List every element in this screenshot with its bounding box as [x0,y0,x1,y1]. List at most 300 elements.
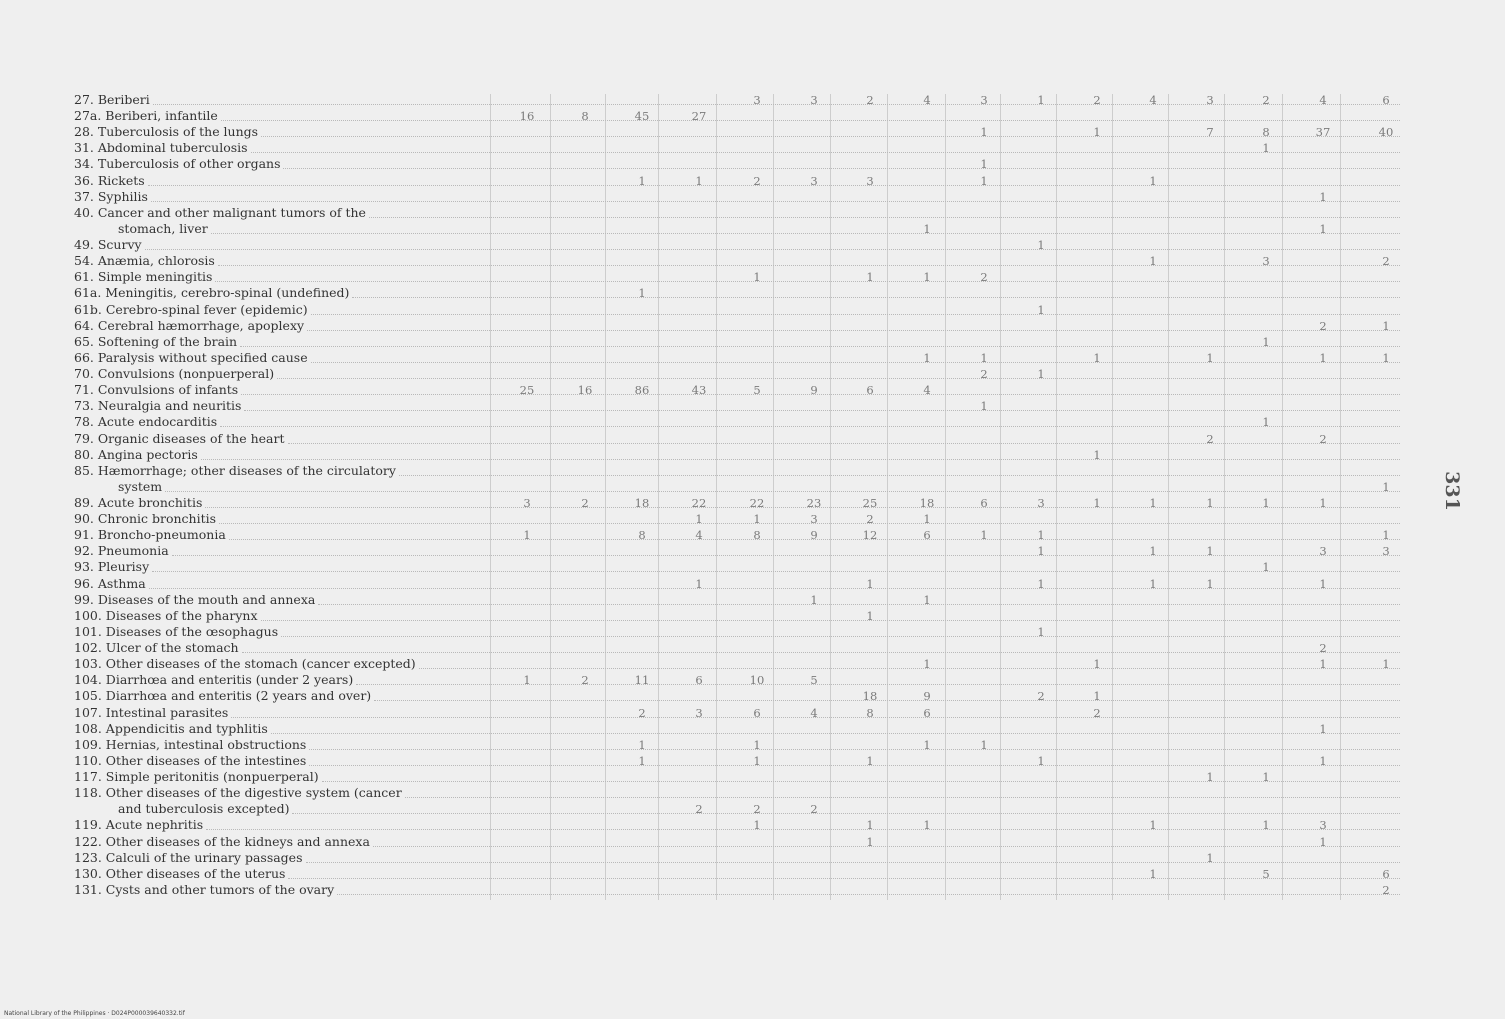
table-cell: 1 [1262,770,1270,785]
table-cell [679,189,719,205]
table-cell [507,366,547,382]
page-number: 331 [1440,471,1463,511]
table-row [0,785,1505,801]
table-cell [1246,801,1286,817]
table-cell [1303,608,1343,624]
table-cell [737,124,777,140]
table-cell [507,205,547,221]
table-cell [1133,479,1173,495]
table-cell: 9 [923,689,931,704]
table-cell [565,140,605,156]
table-cell [622,189,662,205]
table-cell [1190,705,1230,721]
table-row [0,737,1505,753]
table-cell [1303,447,1343,463]
cause-of-death-label: 49. Scurvy [74,237,142,253]
table-cell [679,350,719,366]
table-cell [1246,640,1286,656]
cause-of-death-label: 92. Pneumonia [74,543,169,559]
table-cell [565,624,605,640]
table-cell: 1 [1319,350,1327,365]
table-cell [737,640,777,656]
table-cell [794,334,834,350]
cause-of-death-label: 27. Beriberi [74,92,150,107]
table-cell [1190,737,1230,753]
table-cell [1303,253,1343,269]
cause-of-death-label: 66. Paralysis without specified cause [74,349,308,365]
table-cell [794,850,834,866]
table-cell [679,850,719,866]
table-cell [794,785,834,801]
table-cell [1133,269,1173,285]
table-cell: 1 [1382,350,1390,365]
table-cell [907,624,947,640]
table-cell [850,205,890,221]
table-cell [794,221,834,237]
table-cell: 1 [1037,576,1045,591]
table-row [0,688,1505,704]
table-cell: 1 [923,512,931,527]
table-cell: 1 [866,818,874,833]
table-cell [1246,221,1286,237]
table-cell: 1 [1149,496,1157,510]
table-cell [1077,318,1117,334]
table-cell [1190,801,1230,817]
table-cell: 1 [866,576,874,591]
table-cell: 1 [1206,496,1214,510]
table-cell [622,576,662,592]
table-cell [794,156,834,172]
table-cell: 1 [1037,624,1045,639]
table-cell: 8 [1262,125,1270,140]
table-cell: 3 [810,93,818,107]
table-cell [1021,382,1061,398]
table-row [0,205,1505,221]
dot-leader [281,636,1400,637]
table-cell [794,753,834,769]
table-row [0,447,1505,463]
table-cell: 45 [634,109,650,124]
table-cell [679,559,719,575]
table-cell: 1 [753,737,761,752]
table-cell [622,721,662,737]
table-cell: 1 [1037,544,1045,559]
table-cell [565,721,605,737]
table-cell [964,705,1004,721]
table-cell [1133,431,1173,447]
table-row [0,527,1505,543]
table-row [0,253,1505,269]
table-cell [507,608,547,624]
table-cell [1303,850,1343,866]
table-cell: 2 [638,705,646,720]
table-cell [1021,156,1061,172]
cause-of-death-label: 117. Simple peritonitis (nonpuerperal) [74,769,319,785]
table-cell [1366,753,1406,769]
table-row [0,173,1505,189]
cause-of-death-label: 61a. Meningitis, cerebro-spinal (undefined) [74,285,350,301]
table-cell: 8 [753,528,761,543]
table-cell: 1 [1262,141,1270,156]
table-cell [1246,237,1286,253]
table-cell: 1 [523,673,531,688]
table-cell [565,173,605,189]
table-cell [1133,592,1173,608]
table-cell [907,205,947,221]
table-cell [1077,366,1117,382]
table-cell [907,285,947,301]
table-row [0,92,1505,108]
table-cell: 1 [1262,334,1270,349]
table-cell [1366,463,1406,479]
table-cell: 1 [1206,850,1214,865]
table-cell [679,285,719,301]
table-cell [1133,688,1173,704]
table-cell [964,576,1004,592]
table-cell [507,334,547,350]
table-cell [1366,140,1406,156]
table-cell [1190,624,1230,640]
table-cell [1366,624,1406,640]
table-cell [1190,382,1230,398]
table-cell [1133,156,1173,172]
table-cell [850,334,890,350]
table-cell [1133,366,1173,382]
table-cell [1190,366,1230,382]
table-cell [907,559,947,575]
table-cell [907,850,947,866]
table-cell [964,753,1004,769]
table-row [0,382,1505,398]
table-cell [1366,576,1406,592]
table-cell [964,785,1004,801]
table-cell [679,237,719,253]
table-cell [737,237,777,253]
table-cell: 1 [866,753,874,768]
table-cell: 1 [923,818,931,833]
table-row [0,479,1505,495]
table-row [0,269,1505,285]
table-cell [1077,334,1117,350]
table-cell [622,334,662,350]
table-cell [507,656,547,672]
table-cell [1190,592,1230,608]
table-cell [794,882,834,898]
table-cell [737,253,777,269]
table-cell [1366,608,1406,624]
table-cell [1366,495,1406,511]
table-cell [794,398,834,414]
table-cell [850,221,890,237]
table-cell [1246,189,1286,205]
table-cell [622,221,662,237]
table-cell [737,576,777,592]
table-cell: 1 [1149,818,1157,833]
table-cell [964,543,1004,559]
table-cell [622,817,662,833]
table-cell [679,124,719,140]
table-row [0,624,1505,640]
cause-of-death-label: 105. Diarrhœa and enteritis (2 years and over) [74,688,372,704]
table-row [0,543,1505,559]
table-cell [1133,414,1173,430]
table-cell: 1 [753,753,761,768]
cause-of-death-label: 122. Other diseases of the kidneys and annexa [74,833,370,849]
table-cell [794,576,834,592]
cause-of-death-label: 109. Hernias, intestinal obstructions [74,736,307,752]
table-cell [1021,866,1061,882]
table-cell [507,285,547,301]
table-cell [1366,205,1406,221]
table-cell: 6 [923,528,931,543]
table-cell [1246,672,1286,688]
table-cell [737,414,777,430]
table-cell [850,559,890,575]
table-cell [1190,398,1230,414]
cause-of-death-label: 119. Acute nephritis [74,817,204,833]
table-cell [565,850,605,866]
table-cell: 6 [695,673,703,688]
cause-of-death-label: 36. Rickets [74,172,145,188]
table-cell: 1 [980,528,988,543]
table-cell [1366,237,1406,253]
table-cell: 22 [691,496,707,510]
table-cell [907,479,947,495]
table-cell [679,640,719,656]
table-cell [565,350,605,366]
table-cell [907,302,947,318]
table-cell: 25 [862,496,878,510]
table-cell [565,334,605,350]
table-cell [622,205,662,221]
table-cell: 1 [1037,528,1045,543]
table-cell: 1 [866,608,874,623]
table-row [0,302,1505,318]
table-cell [850,850,890,866]
table-cell [1246,721,1286,737]
table-cell [1366,592,1406,608]
table-cell [1021,817,1061,833]
table-cell [907,414,947,430]
table-cell [794,237,834,253]
table-cell [1190,721,1230,737]
table-cell: 9 [810,528,818,543]
table-cell: 1 [695,512,703,527]
table-cell [964,850,1004,866]
table-cell [1133,350,1173,366]
table-cell [1133,334,1173,350]
table-cell: 1 [1206,576,1214,591]
cause-of-death-label: 37. Syphilis [74,188,148,204]
table-cell: 1 [638,173,646,188]
table-cell [622,447,662,463]
table-cell [794,447,834,463]
table-cell [1366,688,1406,704]
table-cell [565,124,605,140]
table-cell [1021,124,1061,140]
table-cell [964,817,1004,833]
table-row [0,769,1505,785]
table-cell: 10 [749,673,765,688]
table-cell [507,769,547,785]
table-cell [1246,656,1286,672]
table-cell: 1 [1093,447,1101,462]
table-row [0,140,1505,156]
table-cell: 2 [1319,431,1327,446]
table-cell [622,785,662,801]
table-cell [679,140,719,156]
table-cell [565,705,605,721]
table-cell [1366,431,1406,447]
table-cell [1133,882,1173,898]
table-cell [1246,705,1286,721]
table-cell [1246,737,1286,753]
table-row [0,834,1505,850]
table-cell [1366,640,1406,656]
table-cell: 1 [1262,560,1270,575]
table-cell [1077,543,1117,559]
table-cell [622,269,662,285]
table-cell [507,785,547,801]
table-cell [565,817,605,833]
cause-of-death-label: system [118,478,163,494]
table-cell [1190,753,1230,769]
cause-of-death-label: 104. Diarrhœa and enteritis (under 2 years) [74,672,354,688]
table-cell [737,140,777,156]
table-cell [679,753,719,769]
table-row [0,285,1505,301]
table-cell [622,592,662,608]
table-cell [1021,721,1061,737]
table-cell [622,366,662,382]
table-cell [964,253,1004,269]
table-cell [850,656,890,672]
table-cell [679,688,719,704]
table-cell [1366,285,1406,301]
table-cell: 1 [1093,350,1101,365]
table-cell [964,592,1004,608]
table-cell: 3 [810,173,818,188]
table-cell [1077,302,1117,318]
table-cell [794,608,834,624]
table-cell [507,576,547,592]
table-cell [565,656,605,672]
table-row [0,189,1505,205]
table-cell [850,463,890,479]
table-cell [1133,753,1173,769]
table-cell [737,656,777,672]
table-cell [907,140,947,156]
table-cell [1021,479,1061,495]
table-cell [565,205,605,221]
table-cell [1133,463,1173,479]
table-cell: 8 [866,705,874,720]
table-cell [1190,479,1230,495]
table-row [0,721,1505,737]
table-cell [1366,221,1406,237]
table-cell [1246,156,1286,172]
table-cell: 1 [1319,221,1327,236]
table-cell [622,850,662,866]
table-cell [679,624,719,640]
table-cell [679,92,719,108]
table-cell: 3 [1319,818,1327,833]
table-cell [1303,624,1343,640]
table-cell [565,189,605,205]
table-cell [1303,527,1343,543]
table-cell: 1 [695,173,703,188]
table-cell [964,479,1004,495]
table-cell [1190,173,1230,189]
table-cell [507,882,547,898]
table-cell [737,479,777,495]
table-cell [1246,511,1286,527]
table-cell [794,656,834,672]
table-cell [1133,850,1173,866]
table-cell [1190,817,1230,833]
table-cell [679,205,719,221]
table-cell [1077,269,1117,285]
table-cell [907,253,947,269]
table-cell [507,866,547,882]
table-cell [964,285,1004,301]
table-cell [507,253,547,269]
table-cell [1021,559,1061,575]
table-cell [1303,140,1343,156]
table-cell [964,882,1004,898]
table-cell [565,511,605,527]
table-cell: 6 [980,496,988,510]
table-cell [1077,285,1117,301]
table-cell [565,366,605,382]
table-cell [737,866,777,882]
table-cell [1366,834,1406,850]
table-cell [507,592,547,608]
table-cell: 1 [1382,657,1390,672]
table-cell [794,124,834,140]
table-cell [679,479,719,495]
table-cell [1021,511,1061,527]
table-cell [794,737,834,753]
table-cell [964,608,1004,624]
table-cell [964,672,1004,688]
table-cell [1366,511,1406,527]
table-cell [622,688,662,704]
cause-of-death-label: 99. Diseases of the mouth and annexa [74,591,316,607]
table-cell [1077,785,1117,801]
table-cell [1021,334,1061,350]
table-cell: 3 [753,93,761,107]
table-cell [1303,156,1343,172]
table-row [0,576,1505,592]
table-cell [1246,269,1286,285]
table-cell: 1 [923,350,931,365]
table-cell [1133,656,1173,672]
table-cell [794,350,834,366]
table-cell [737,785,777,801]
dot-leader [283,168,1400,169]
table-cell [1366,817,1406,833]
table-cell: 1 [1093,125,1101,140]
table-cell [850,189,890,205]
table-cell [964,414,1004,430]
table-cell [507,721,547,737]
table-cell [1303,688,1343,704]
table-row [0,559,1505,575]
table-cell: 2 [753,173,761,188]
cause-of-death-label: 31. Abdominal tuberculosis [74,140,248,156]
table-cell [507,640,547,656]
